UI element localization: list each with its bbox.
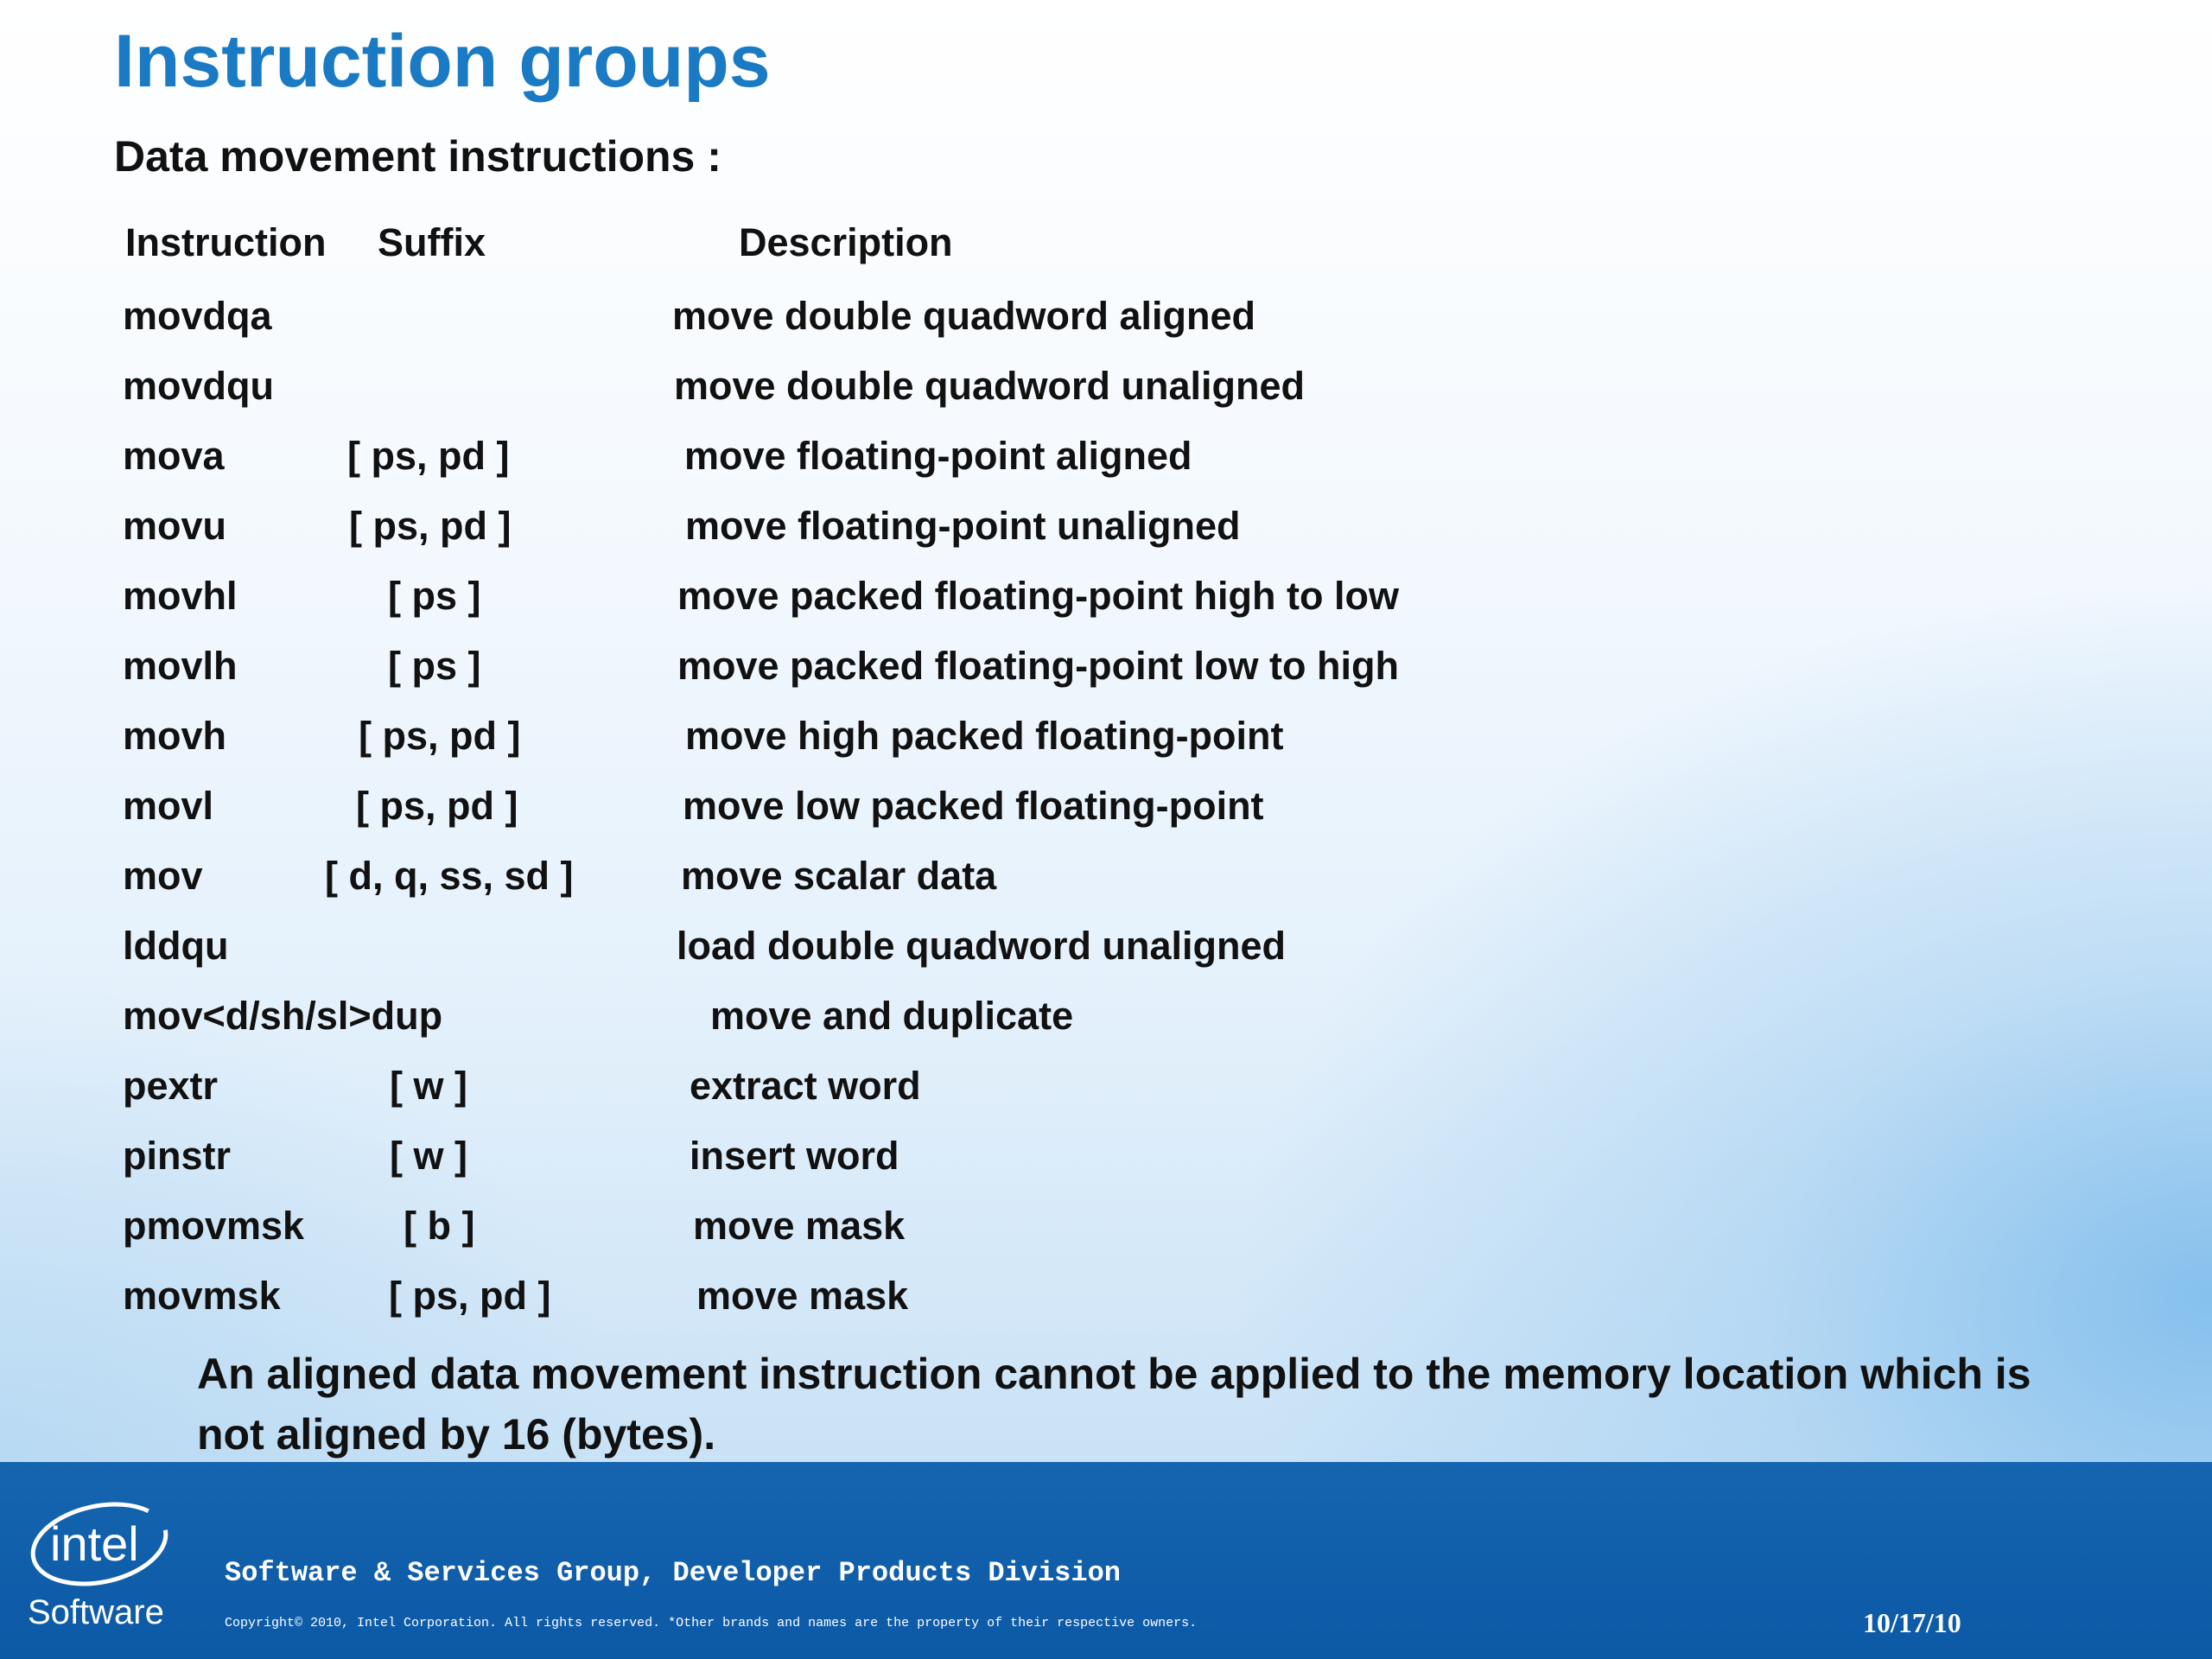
footer-bar xyxy=(0,1462,2212,1659)
section-subtitle: Data movement instructions : xyxy=(114,132,721,181)
row-description: move mask xyxy=(696,1274,909,1318)
row-instruction: pextr xyxy=(123,1064,219,1108)
row-description: move floating-point aligned xyxy=(684,434,1192,478)
intel-logo xyxy=(26,1497,173,1592)
row-description: move scalar data xyxy=(681,854,997,898)
row-description: move mask xyxy=(693,1204,906,1248)
row-instruction: pmovmsk xyxy=(123,1204,305,1248)
column-header-suffix: Suffix xyxy=(378,220,486,264)
column-header-description: Description xyxy=(739,220,953,264)
row-instruction: movlh xyxy=(123,644,238,688)
row-instruction: movdqa xyxy=(123,294,272,338)
row-description: move packed floating-point high to low xyxy=(677,574,1399,618)
copyright-text: Copyright© 2010, Intel Corporation. All rights reserved. *Other brands and names are the property of their respective owners. xyxy=(225,1616,1198,1630)
row-instruction: mova xyxy=(123,434,225,478)
alignment-note: An aligned data movement instruction cannot be applied to the memory location which is not aligned by 16 (bytes). xyxy=(197,1350,2031,1459)
row-description: move high packed floating-point xyxy=(685,714,1284,758)
row-suffix: [ ps, pd ] xyxy=(349,504,512,548)
row-suffix: [ w ] xyxy=(390,1134,467,1178)
logo-software-label: Software xyxy=(28,1593,164,1631)
row-description: extract word xyxy=(690,1064,921,1108)
row-description: move double quadword unaligned xyxy=(674,364,1306,408)
row-description: move packed floating-point low to high xyxy=(677,644,1399,688)
row-instruction: movhl xyxy=(123,574,238,618)
row-suffix: [ ps, pd ] xyxy=(359,714,521,758)
row-instruction: movdqu xyxy=(123,364,274,408)
row-description: move double quadword aligned xyxy=(672,294,1256,338)
row-instruction: mov xyxy=(123,854,203,898)
column-header-instruction: Instruction xyxy=(125,220,327,264)
row-suffix: [ ps ] xyxy=(388,574,481,618)
row-description: move and duplicate xyxy=(710,994,1074,1038)
row-suffix: [ ps, pd ] xyxy=(347,434,510,478)
row-description: insert word xyxy=(690,1134,899,1178)
row-description: load double quadword unaligned xyxy=(677,924,1286,968)
row-instruction: movmsk xyxy=(123,1274,281,1318)
row-instruction: lddqu xyxy=(123,924,229,968)
slide-date: 10/17/10 xyxy=(1863,1607,1961,1638)
row-description: move low packed floating-point xyxy=(683,784,1264,828)
row-instruction: pinstr xyxy=(123,1134,232,1178)
division-text: Software & Services Group, Developer Products Division xyxy=(225,1557,1121,1589)
row-description: move floating-point unaligned xyxy=(685,504,1241,548)
row-instruction: mov<d/sh/sl>dup xyxy=(123,994,443,1038)
row-instruction: movh xyxy=(123,714,227,758)
row-suffix: [ ps, pd ] xyxy=(389,1274,551,1318)
row-suffix: [ w ] xyxy=(390,1064,467,1108)
row-instruction: movl xyxy=(123,784,214,828)
row-instruction: movu xyxy=(123,504,227,548)
row-suffix: [ d, q, ss, sd ] xyxy=(325,854,574,898)
row-suffix: [ b ] xyxy=(404,1204,475,1248)
page-title: Instruction groups xyxy=(114,20,771,103)
row-suffix: [ ps ] xyxy=(388,644,481,688)
row-suffix: [ ps, pd ] xyxy=(356,784,518,828)
intel-wordmark: intel xyxy=(50,1516,139,1571)
